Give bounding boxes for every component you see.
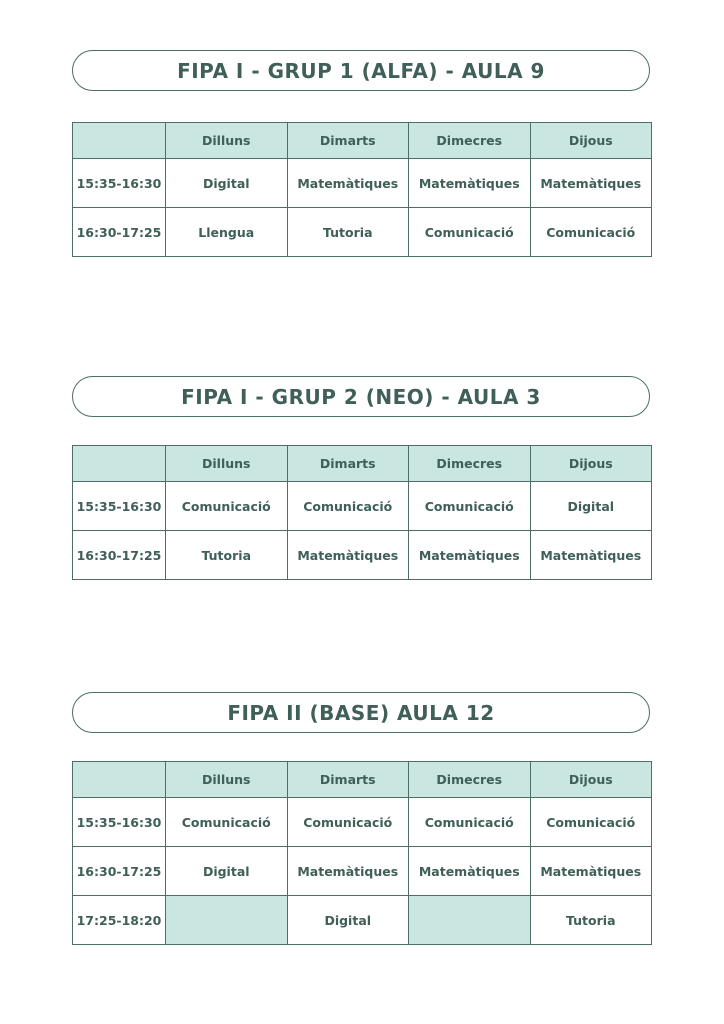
header-row <box>73 446 652 482</box>
day-header: Dimarts <box>287 123 409 159</box>
subject-cell: Matemàtiques <box>409 531 531 580</box>
subject-cell: Comunicació <box>287 798 409 847</box>
schedule-3-title: FIPA II (BASE) AULA 12 <box>72 692 650 733</box>
subject-cell: Comunicació <box>409 208 531 257</box>
table-row <box>73 159 652 208</box>
subject-cell: Digital <box>166 847 288 896</box>
subject-cell: Tutoria <box>530 896 652 945</box>
subject-cell: Comunicació <box>166 798 288 847</box>
subject-cell: Tutoria <box>166 531 288 580</box>
day-header: Dilluns <box>166 446 288 482</box>
time-cell: 16:30-17:25 <box>73 847 166 896</box>
subject-cell: Llengua <box>166 208 288 257</box>
day-header: Dijous <box>530 446 652 482</box>
subject-cell: Comunicació <box>409 798 531 847</box>
time-cell: 15:35-16:30 <box>73 482 166 531</box>
time-cell: 17:25-18:20 <box>73 896 166 945</box>
day-header: Dimecres <box>409 123 531 159</box>
day-header: Dimecres <box>409 762 531 798</box>
day-header: Dimarts <box>287 762 409 798</box>
empty-cell <box>409 896 531 945</box>
subject-cell: Tutoria <box>287 208 409 257</box>
table-row <box>73 798 652 847</box>
corner-cell <box>73 762 166 798</box>
subject-cell: Matemàtiques <box>409 847 531 896</box>
schedule-1-title: FIPA I - GRUP 1 (ALFA) - AULA 9 <box>72 50 650 91</box>
time-cell: 15:35-16:30 <box>73 798 166 847</box>
subject-cell: Comunicació <box>409 482 531 531</box>
table-row <box>73 896 652 945</box>
corner-cell <box>73 123 166 159</box>
subject-cell: Digital <box>166 159 288 208</box>
time-cell: 16:30-17:25 <box>73 531 166 580</box>
subject-cell: Comunicació <box>530 798 652 847</box>
subject-cell: Comunicació <box>530 208 652 257</box>
subject-cell: Comunicació <box>287 482 409 531</box>
time-cell: 16:30-17:25 <box>73 208 166 257</box>
subject-cell: Matemàtiques <box>530 531 652 580</box>
subject-cell: Matemàtiques <box>409 159 531 208</box>
subject-cell: Matemàtiques <box>530 159 652 208</box>
day-header: Dijous <box>530 123 652 159</box>
subject-cell: Matemàtiques <box>287 531 409 580</box>
table-row <box>73 208 652 257</box>
subject-cell: Digital <box>530 482 652 531</box>
time-cell: 15:35-16:30 <box>73 159 166 208</box>
table-row <box>73 482 652 531</box>
schedule-3-table <box>72 761 652 945</box>
subject-cell: Matemàtiques <box>287 159 409 208</box>
subject-cell: Digital <box>287 896 409 945</box>
subject-cell: Matemàtiques <box>287 847 409 896</box>
empty-cell <box>166 896 288 945</box>
day-header: Dilluns <box>166 123 288 159</box>
schedule-2-title: FIPA I - GRUP 2 (NEO) - AULA 3 <box>72 376 650 417</box>
table-row <box>73 847 652 896</box>
day-header: Dilluns <box>166 762 288 798</box>
header-row <box>73 762 652 798</box>
table-row <box>73 531 652 580</box>
subject-cell: Matemàtiques <box>530 847 652 896</box>
schedule-2-table <box>72 445 652 580</box>
day-header: Dijous <box>530 762 652 798</box>
schedule-1-table <box>72 122 652 257</box>
header-row <box>73 123 652 159</box>
day-header: Dimarts <box>287 446 409 482</box>
day-header: Dimecres <box>409 446 531 482</box>
corner-cell <box>73 446 166 482</box>
subject-cell: Comunicació <box>166 482 288 531</box>
